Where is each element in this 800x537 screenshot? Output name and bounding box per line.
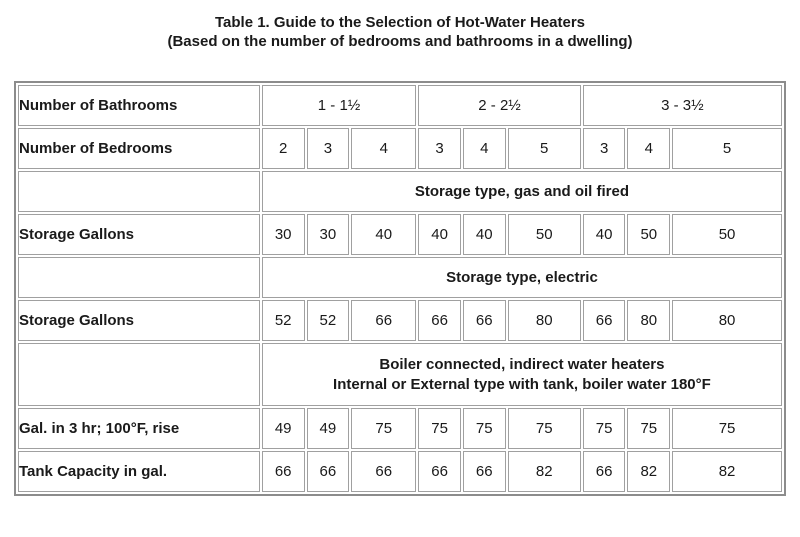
bedrooms-value-cell: 4: [627, 128, 670, 169]
bedrooms-value-cell: 5: [672, 128, 782, 169]
row-label: Storage Gallons: [18, 214, 260, 255]
value-cell: 66: [583, 300, 626, 341]
value-cell: 80: [508, 300, 581, 341]
value-cell: 66: [307, 451, 350, 492]
value-cell: 66: [583, 451, 626, 492]
section-header-row-gas-oil: [18, 171, 782, 212]
value-cell: 75: [418, 408, 461, 449]
table-subtitle: (Based on the number of bedrooms and bathrooms in a dwelling): [167, 33, 633, 50]
value-cell: 80: [672, 300, 782, 341]
value-cell: 40: [463, 214, 506, 255]
bathrooms-label: Number of Bathrooms: [18, 85, 260, 126]
bedrooms-value-cell: 3: [418, 128, 461, 169]
bedrooms-value-cell: 4: [351, 128, 416, 169]
section-header-row-electric: [18, 257, 782, 298]
value-cell: 75: [583, 408, 626, 449]
section-header-row-boiler: [18, 343, 782, 406]
empty-label-cell: [18, 257, 260, 298]
value-cell: 49: [262, 408, 305, 449]
bedrooms-value-cell: 4: [463, 128, 506, 169]
value-cell: 75: [508, 408, 581, 449]
value-cell: 66: [262, 451, 305, 492]
row-label: Gal. in 3 hr; 100°F, rise: [18, 408, 260, 449]
value-cell: 40: [351, 214, 416, 255]
value-cell: 75: [463, 408, 506, 449]
row-storage-gallons-electric: [18, 300, 782, 341]
row-storage-gallons-gas: [18, 214, 782, 255]
value-cell: 66: [418, 300, 461, 341]
value-cell: 49: [307, 408, 350, 449]
section-header-gas-oil: Storage type, gas and oil fired: [262, 171, 782, 212]
row-label: Tank Capacity in gal.: [18, 451, 260, 492]
hot-water-heater-table: [14, 81, 786, 496]
empty-label-cell: [18, 343, 260, 406]
value-cell: 66: [351, 300, 416, 341]
value-cell: 75: [627, 408, 670, 449]
value-cell: 52: [262, 300, 305, 341]
value-cell: 40: [418, 214, 461, 255]
bedrooms-label: Number of Bedrooms: [18, 128, 260, 169]
bedrooms-value-cell: 2: [262, 128, 305, 169]
value-cell: 52: [307, 300, 350, 341]
value-cell: 66: [418, 451, 461, 492]
bedrooms-value-cell: 3: [307, 128, 350, 169]
row-label: Storage Gallons: [18, 300, 260, 341]
row-tank-capacity: [18, 451, 782, 492]
value-cell: 82: [672, 451, 782, 492]
value-cell: 30: [262, 214, 305, 255]
value-cell: 75: [672, 408, 782, 449]
empty-label-cell: [18, 171, 260, 212]
bedrooms-value-cell: 5: [508, 128, 581, 169]
section-header-electric: Storage type, electric: [262, 257, 782, 298]
value-cell: 50: [508, 214, 581, 255]
bathroom-group-cell: 1 - 1½: [262, 85, 416, 126]
row-gal-3hr-rise: [18, 408, 782, 449]
section-header-boiler-line2: Internal or External type with tank, boiler water 180°F: [333, 375, 711, 393]
value-cell: 66: [351, 451, 416, 492]
bedrooms-value-cell: 3: [583, 128, 626, 169]
value-cell: 82: [508, 451, 581, 492]
section-header-boiler: [262, 343, 782, 406]
value-cell: 80: [627, 300, 670, 341]
value-cell: 40: [583, 214, 626, 255]
table-title: Table 1. Guide to the Selection of Hot-Water Heaters: [214, 14, 586, 31]
value-cell: 82: [627, 451, 670, 492]
section-header-boiler-line1: Boiler connected, indirect water heaters: [379, 355, 665, 373]
title-block: [0, 0, 800, 51]
value-cell: 66: [463, 451, 506, 492]
row-number-of-bathrooms: [18, 85, 782, 126]
value-cell: 50: [672, 214, 782, 255]
value-cell: 75: [351, 408, 416, 449]
bathroom-group-cell: 3 - 3½: [583, 85, 782, 126]
value-cell: 30: [307, 214, 350, 255]
bathroom-group-cell: 2 - 2½: [418, 85, 581, 126]
value-cell: 66: [463, 300, 506, 341]
value-cell: 50: [627, 214, 670, 255]
row-number-of-bedrooms: [18, 128, 782, 169]
